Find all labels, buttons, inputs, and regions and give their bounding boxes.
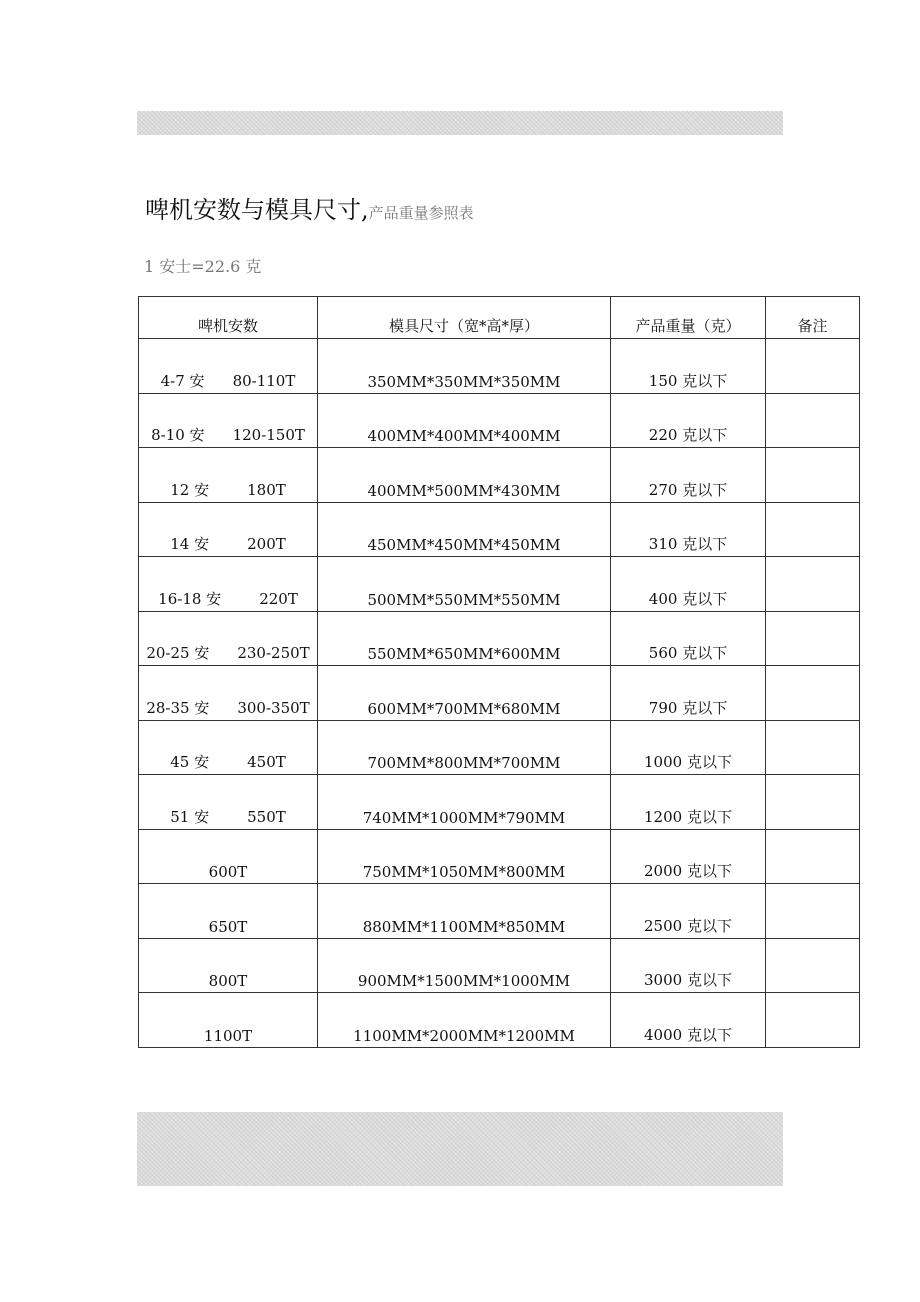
machine-oz: 16-18 安 xyxy=(158,589,222,608)
cell-product-weight: 2000 克以下 xyxy=(611,829,766,884)
table-header-row xyxy=(139,297,860,339)
machine-oz: 4-7 安 xyxy=(160,371,205,390)
cell-mold-size: 900MM*1500MM*1000MM xyxy=(318,938,611,993)
title-sub: 产品重量参照表 xyxy=(368,204,474,222)
footer-texture-band xyxy=(137,1112,783,1186)
cell-machine xyxy=(139,829,318,884)
cell-mold-size: 700MM*800MM*700MM xyxy=(318,720,611,775)
machine-tonnage: 1100T xyxy=(203,1026,253,1045)
cell-machine xyxy=(139,775,318,830)
cell-remark xyxy=(766,993,860,1048)
cell-product-weight: 560 克以下 xyxy=(611,611,766,666)
machine-tonnage: 300-350T xyxy=(237,698,310,717)
cell-mold-size: 400MM*400MM*400MM xyxy=(318,393,611,448)
cell-remark xyxy=(766,339,860,394)
cell-machine xyxy=(139,938,318,993)
machine-oz: 14 安 xyxy=(170,535,210,553)
cell-remark xyxy=(766,611,860,666)
cell-mold-size: 1100MM*2000MM*1200MM xyxy=(318,993,611,1048)
table-row xyxy=(139,448,860,503)
machine-oz: 12 安 xyxy=(170,480,210,499)
cell-remark xyxy=(766,502,860,557)
machine-tonnage: 450T xyxy=(247,753,286,771)
header-texture-band xyxy=(137,111,783,135)
cell-machine xyxy=(139,393,318,448)
cell-machine xyxy=(139,502,318,557)
machine-oz: 45 安 xyxy=(170,753,210,771)
machine-oz: 20-25 安 xyxy=(146,644,210,662)
cell-mold-size: 740MM*1000MM*790MM xyxy=(318,775,611,830)
machine-oz: 28-35 安 xyxy=(146,698,210,717)
cell-mold-size: 750MM*1050MM*800MM xyxy=(318,829,611,884)
cell-product-weight: 1200 克以下 xyxy=(611,775,766,830)
cell-mold-size: 450MM*450MM*450MM xyxy=(318,502,611,557)
page-title xyxy=(145,190,474,225)
cell-mold-size: 880MM*1100MM*850MM xyxy=(318,884,611,939)
unit-note: 1 安士=22.6 克 xyxy=(144,257,262,276)
cell-machine xyxy=(139,993,318,1048)
spec-table xyxy=(138,296,860,1048)
cell-remark xyxy=(766,938,860,993)
cell-remark xyxy=(766,448,860,503)
table-row xyxy=(139,611,860,666)
machine-tonnage: 800T xyxy=(208,972,248,990)
header-remark: 备注 xyxy=(766,297,860,339)
cell-product-weight: 4000 克以下 xyxy=(611,993,766,1048)
cell-mold-size: 600MM*700MM*680MM xyxy=(318,666,611,721)
machine-tonnage: 600T xyxy=(208,863,248,881)
cell-product-weight: 310 克以下 xyxy=(611,502,766,557)
cell-product-weight: 270 克以下 xyxy=(611,448,766,503)
table-row xyxy=(139,829,860,884)
cell-product-weight: 790 克以下 xyxy=(611,666,766,721)
cell-product-weight: 400 克以下 xyxy=(611,557,766,612)
cell-product-weight: 150 克以下 xyxy=(611,339,766,394)
header-machine-oz: 啤机安数 xyxy=(139,297,318,339)
machine-tonnage: 80-110T xyxy=(232,371,296,390)
header-product-weight: 产品重量（克） xyxy=(611,297,766,339)
cell-machine xyxy=(139,720,318,775)
machine-tonnage: 550T xyxy=(247,807,286,826)
cell-remark xyxy=(766,666,860,721)
header-mold-size: 模具尺寸（宽*高*厚） xyxy=(318,297,611,339)
cell-mold-size: 500MM*550MM*550MM xyxy=(318,557,611,612)
machine-tonnage: 180T xyxy=(247,480,286,499)
machine-oz: 51 安 xyxy=(170,807,210,826)
machine-tonnage: 650T xyxy=(208,917,248,936)
cell-machine xyxy=(139,448,318,503)
machine-oz: 8-10 安 xyxy=(151,426,205,444)
machine-tonnage: 230-250T xyxy=(237,644,310,662)
table-row xyxy=(139,393,860,448)
cell-product-weight: 2500 克以下 xyxy=(611,884,766,939)
table-row xyxy=(139,775,860,830)
cell-remark xyxy=(766,884,860,939)
table-row xyxy=(139,557,860,612)
title-main: 啤机安数与模具尺寸, xyxy=(145,196,369,224)
cell-product-weight: 220 克以下 xyxy=(611,393,766,448)
table-row xyxy=(139,720,860,775)
table-row xyxy=(139,884,860,939)
cell-machine xyxy=(139,611,318,666)
table-row xyxy=(139,339,860,394)
cell-machine xyxy=(139,884,318,939)
machine-tonnage: 220T xyxy=(259,589,298,608)
machine-tonnage: 200T xyxy=(247,535,286,553)
cell-mold-size: 400MM*500MM*430MM xyxy=(318,448,611,503)
cell-machine xyxy=(139,666,318,721)
cell-remark xyxy=(766,720,860,775)
table-row xyxy=(139,993,860,1048)
table-row xyxy=(139,666,860,721)
cell-machine xyxy=(139,557,318,612)
cell-remark xyxy=(766,829,860,884)
table-row xyxy=(139,938,860,993)
cell-mold-size: 350MM*350MM*350MM xyxy=(318,339,611,394)
cell-product-weight: 3000 克以下 xyxy=(611,938,766,993)
machine-tonnage: 120-150T xyxy=(232,426,305,444)
table-row xyxy=(139,502,860,557)
cell-product-weight: 1000 克以下 xyxy=(611,720,766,775)
cell-remark xyxy=(766,393,860,448)
cell-remark xyxy=(766,557,860,612)
cell-machine xyxy=(139,339,318,394)
cell-remark xyxy=(766,775,860,830)
cell-mold-size: 550MM*650MM*600MM xyxy=(318,611,611,666)
